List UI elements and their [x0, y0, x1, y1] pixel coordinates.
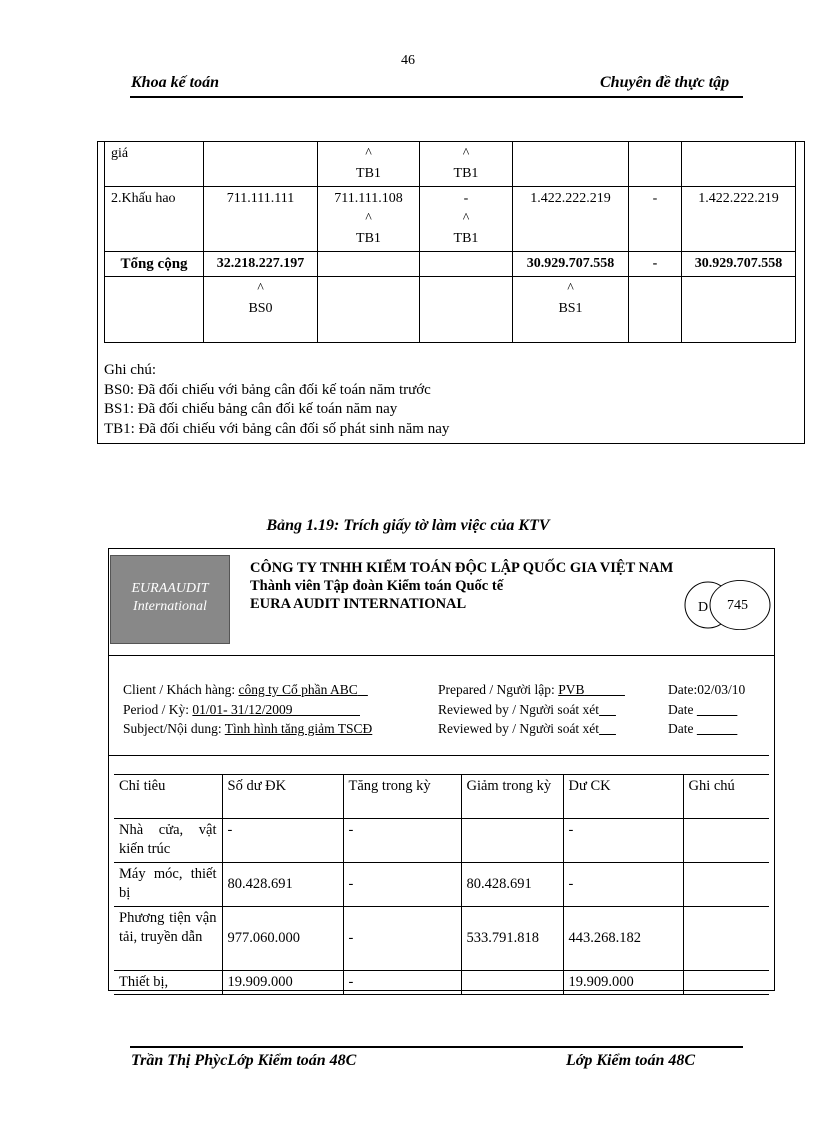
note-bs0: BS0: Đã đối chiếu với bảng cân đối kế toán năm trước: [104, 381, 431, 398]
table-row: [114, 819, 769, 863]
col-header: Giảm trong kỳ: [461, 775, 563, 819]
company-block: [250, 559, 673, 613]
company-name: CÔNG TY TNHH KIỂM TOÁN ĐỘC LẬP QUỐC GIA VIỆT NAM: [250, 560, 674, 576]
ref-letter: D: [698, 600, 709, 615]
reconciliation-table: [104, 141, 796, 343]
cell: 80.428.691: [461, 863, 563, 907]
table-row: [105, 142, 796, 187]
cell: -: [629, 252, 682, 277]
period-value: 01/01- 31/12/2009: [192, 701, 293, 717]
note-tb1: TB1: Đã đối chiếu với bảng cân đối số phát sinh năm nay: [104, 420, 450, 437]
table-row: [114, 863, 769, 907]
cell: [420, 277, 513, 343]
date-label: Date: [668, 701, 694, 717]
prepared-label: Prepared / Người lập:: [438, 682, 555, 697]
col-header: Số dư ĐK: [222, 775, 343, 819]
cell: [461, 819, 563, 863]
cell: 30.929.707.558: [513, 252, 629, 277]
cell: -: [343, 907, 461, 971]
reviewed-label: Reviewed by / Người soát xét: [438, 701, 600, 717]
cell: 711.111.108 ^ TB1: [318, 187, 420, 252]
cell: -: [563, 863, 683, 907]
logo-line1: EURAAUDIT: [131, 581, 209, 596]
subject-label: Subject/Nội dung:: [123, 721, 222, 736]
table-row: [105, 277, 796, 343]
date-label-2: Date: [668, 721, 694, 736]
cell: giá: [105, 142, 204, 187]
cell: [105, 277, 204, 343]
cell: [318, 277, 420, 343]
footer-left: Trần Thị PhỳcLớp Kiểm toán 48C: [131, 1052, 357, 1069]
cell: 443.268.182: [563, 907, 683, 971]
table-row: [114, 907, 769, 971]
cell: [318, 142, 420, 187]
tick-mark: ^: [462, 146, 470, 161]
cell: 2.Khấu hao: [105, 187, 204, 252]
cell: [682, 142, 796, 187]
client-label: Client / Khách hàng:: [123, 682, 236, 697]
tick-code: TB1: [356, 166, 381, 181]
cell: -: [343, 971, 461, 995]
col-header: Chỉ tiêu: [114, 775, 222, 819]
reviewed-label-2: Reviewed by / Người soát xét: [438, 721, 600, 736]
header-right: Chuyên đề thực tập: [600, 74, 730, 91]
note-bs1: BS1: Đã đối chiếu bảng cân đối kế toán năm nay: [104, 401, 398, 417]
notes: [104, 361, 449, 439]
table-row: [114, 971, 769, 995]
intl-name: EURA AUDIT INTERNATIONAL: [250, 596, 467, 612]
cell: Nhà cửa, vật kiến trúc: [114, 819, 222, 863]
cell: [420, 142, 513, 187]
ref-number: 745: [727, 598, 748, 613]
cell: 533.791.818: [461, 907, 563, 971]
cell: Thiết bị,: [114, 971, 222, 995]
table-row: [105, 187, 796, 252]
cell: - ^ TB1: [420, 187, 513, 252]
asset-movement-table: [114, 774, 769, 995]
cell: ^ BS0: [204, 277, 318, 343]
logo-line2: International: [133, 599, 207, 614]
client-value: công ty Cổ phần ABC: [238, 682, 358, 697]
cell: 19.909.000: [222, 971, 343, 995]
page-number: 46: [401, 53, 415, 68]
header-rule: [130, 96, 743, 98]
cell: [204, 142, 318, 187]
cell: [683, 907, 769, 971]
workpaper-info: [123, 680, 372, 739]
cell: [683, 971, 769, 995]
cell: [461, 971, 563, 995]
table-header: [114, 775, 769, 819]
workpaper-dates: [668, 680, 745, 739]
cell: [420, 252, 513, 277]
cell: [318, 252, 420, 277]
header-left: Khoa kế toán: [131, 74, 220, 91]
divider: [108, 755, 769, 756]
cell: -: [563, 819, 683, 863]
cell: 1.422.222.219: [513, 187, 629, 252]
reference-circles: [682, 580, 772, 632]
subject-value: Tình hình tăng giảm TSCĐ: [224, 721, 373, 736]
cell: 80.428.691: [222, 863, 343, 907]
cell: 32.218.227.197: [204, 252, 318, 277]
col-header: Tăng trong kỳ: [343, 775, 461, 819]
notes-title: Ghi chú:: [104, 362, 157, 378]
workpaper-review: [438, 680, 625, 739]
cell: Máy móc, thiết bị: [114, 863, 222, 907]
member-line: Thành viên Tập đoàn Kiểm toán Quốc tế: [250, 578, 504, 594]
footer-right: Lớp Kiểm toán 48C: [566, 1052, 696, 1069]
col-header: Ghi chú: [683, 775, 769, 819]
cell: -: [343, 819, 461, 863]
tick-code: TB1: [453, 166, 479, 181]
date-value: Date:02/03/10: [668, 682, 746, 697]
cell: Phương tiện vận tải, truyền dẫn: [114, 907, 222, 971]
cell: 30.929.707.558: [682, 252, 796, 277]
cell: 977.060.000: [222, 907, 343, 971]
cell: ^ BS1: [513, 277, 629, 343]
company-logo: [110, 555, 230, 644]
cell: [683, 819, 769, 863]
cell: 711.111.111: [204, 187, 318, 252]
prepared-value: PVB: [558, 682, 585, 697]
cell: -: [222, 819, 343, 863]
total-row: [105, 252, 796, 277]
cell: 19.909.000: [563, 971, 683, 995]
cell: -: [343, 863, 461, 907]
footer-rule: [130, 1046, 743, 1048]
col-header: Dư CK: [563, 775, 683, 819]
table-caption: Bảng 1.19: Trích giấy tờ làm việc của KTV: [266, 517, 550, 534]
cell: [683, 863, 769, 907]
cell: [629, 142, 682, 187]
period-label: Period / Kỳ:: [123, 701, 189, 717]
cell: 1.422.222.219: [682, 187, 796, 252]
cell: [682, 277, 796, 343]
divider: [108, 655, 775, 656]
cell: [513, 142, 629, 187]
tick-mark: ^: [365, 146, 372, 161]
cell: [629, 277, 682, 343]
cell: Tổng cộng: [105, 252, 204, 277]
cell: -: [629, 187, 682, 252]
